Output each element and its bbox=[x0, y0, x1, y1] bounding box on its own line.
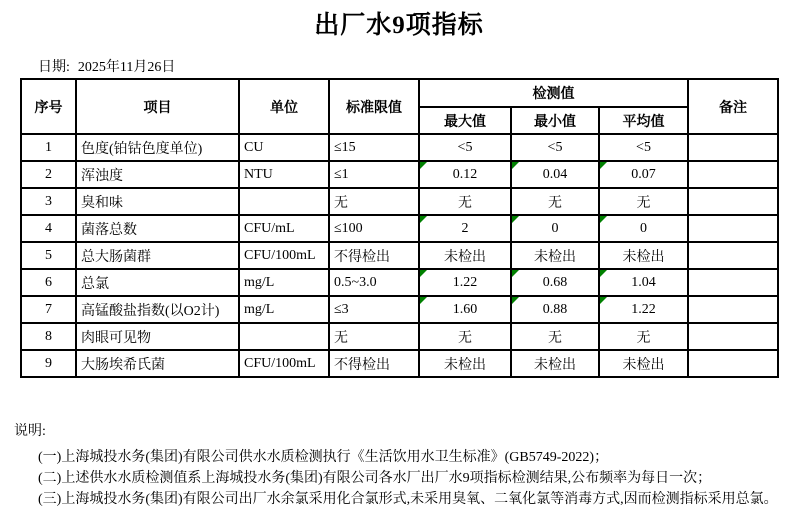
cell-text: 大肠埃希氏菌 bbox=[81, 357, 165, 373]
cell-text: 4 bbox=[45, 220, 52, 236]
cell-max bbox=[419, 161, 511, 188]
col-header-max: 最大值 bbox=[419, 107, 511, 134]
cell-text: 高锰酸盐指数(以O2计) bbox=[81, 303, 220, 319]
col-header-unit: 单位 bbox=[239, 79, 329, 134]
cell-item bbox=[76, 134, 239, 161]
cell-text: CFU/100mL bbox=[244, 355, 316, 371]
cell-text: 未检出 bbox=[622, 357, 665, 373]
col-header-avg: 平均值 bbox=[599, 107, 688, 134]
cell-limit bbox=[329, 242, 419, 269]
cell-limit bbox=[329, 188, 419, 215]
cell-item bbox=[76, 188, 239, 215]
flag-triangle-icon bbox=[512, 297, 519, 304]
cell-text: 3 bbox=[45, 193, 52, 209]
cell-text: 不得检出 bbox=[334, 249, 390, 265]
notes-label: 说明: bbox=[14, 424, 46, 439]
note-item: (三)上海城投水务(集团)有限公司出厂水余氯采用化合氯形式,未采用臭氧、二氧化氯等消毒方式,因而检测指标采用总氯。 bbox=[38, 492, 778, 507]
cell-text: 无 bbox=[334, 330, 348, 346]
col-header-remark: 备注 bbox=[688, 79, 778, 134]
cell-min bbox=[511, 188, 599, 215]
cell-text: CFU/100mL bbox=[244, 247, 316, 263]
cell-seq bbox=[21, 350, 76, 377]
cell-text: 0.07 bbox=[631, 166, 656, 182]
cell-unit bbox=[239, 323, 329, 350]
cell-max bbox=[419, 269, 511, 296]
cell-text: 未检出 bbox=[534, 249, 576, 265]
cell-remark bbox=[688, 296, 778, 323]
cell-text: 6 bbox=[45, 274, 52, 290]
cell-text: 1.22 bbox=[631, 301, 656, 317]
cell-text: 8 bbox=[45, 328, 52, 344]
cell-text: 总大肠菌群 bbox=[81, 249, 151, 265]
cell-text: 无 bbox=[458, 330, 472, 346]
cell-seq bbox=[21, 188, 76, 215]
flag-triangle-icon bbox=[420, 297, 427, 304]
table-row bbox=[21, 296, 778, 323]
cell-text: 5 bbox=[45, 247, 52, 263]
cell-unit bbox=[239, 161, 329, 188]
cell-text: 无 bbox=[636, 330, 651, 346]
cell-item bbox=[76, 161, 239, 188]
cell-text: 0.5~3.0 bbox=[334, 274, 377, 290]
cell-text: 未检出 bbox=[622, 249, 665, 265]
cell-text: 1.22 bbox=[452, 274, 478, 290]
cell-max bbox=[419, 215, 511, 242]
cell-limit bbox=[329, 350, 419, 377]
table-row bbox=[21, 269, 778, 296]
cell-limit bbox=[329, 269, 419, 296]
cell-limit bbox=[329, 323, 419, 350]
cell-text: 7 bbox=[45, 301, 52, 317]
table-header bbox=[21, 79, 778, 134]
cell-min bbox=[511, 269, 599, 296]
cell-text: <5 bbox=[457, 139, 473, 155]
indicators-table bbox=[20, 78, 779, 378]
cell-item bbox=[76, 215, 239, 242]
flag-triangle-icon bbox=[600, 270, 607, 277]
cell-text: 1 bbox=[45, 139, 52, 155]
cell-text: CFU/mL bbox=[244, 220, 295, 236]
cell-avg bbox=[599, 188, 688, 215]
cell-text: 0.88 bbox=[542, 301, 568, 317]
cell-text: NTU bbox=[244, 166, 273, 182]
cell-text: 总氯 bbox=[81, 276, 109, 292]
cell-item bbox=[76, 242, 239, 269]
cell-text: 未检出 bbox=[534, 357, 576, 373]
cell-remark bbox=[688, 215, 778, 242]
table-row bbox=[21, 134, 778, 161]
cell-seq bbox=[21, 161, 76, 188]
table-body bbox=[21, 134, 778, 377]
cell-avg bbox=[599, 242, 688, 269]
cell-limit bbox=[329, 161, 419, 188]
cell-text: 肉眼可见物 bbox=[81, 330, 151, 346]
cell-text: ≤15 bbox=[334, 139, 356, 155]
col-header-item: 项目 bbox=[76, 79, 239, 134]
cell-max bbox=[419, 242, 511, 269]
cell-text: 0.12 bbox=[452, 166, 478, 182]
cell-text: mg/L bbox=[244, 301, 275, 317]
cell-text: 色度(铂钴色度单位) bbox=[81, 141, 203, 157]
cell-unit bbox=[239, 188, 329, 215]
cell-min bbox=[511, 323, 599, 350]
cell-text: 2 bbox=[45, 166, 52, 182]
cell-text: 0 bbox=[640, 220, 647, 236]
cell-text: 臭和味 bbox=[81, 195, 123, 211]
cell-remark bbox=[688, 188, 778, 215]
cell-unit bbox=[239, 269, 329, 296]
flag-triangle-icon bbox=[600, 216, 607, 223]
table-row bbox=[21, 161, 778, 188]
flag-triangle-icon bbox=[512, 162, 519, 169]
table-row bbox=[21, 350, 778, 377]
cell-item bbox=[76, 296, 239, 323]
flag-triangle-icon bbox=[512, 270, 519, 277]
page-title: 出厂水9项指标 bbox=[314, 12, 484, 39]
cell-text: 未检出 bbox=[444, 249, 486, 265]
col-header-detection: 检测值 bbox=[419, 79, 688, 107]
cell-remark bbox=[688, 350, 778, 377]
cell-avg bbox=[599, 269, 688, 296]
cell-text: 无 bbox=[334, 195, 348, 211]
cell-avg bbox=[599, 296, 688, 323]
flag-triangle-icon bbox=[420, 270, 427, 277]
cell-avg bbox=[599, 323, 688, 350]
cell-seq bbox=[21, 296, 76, 323]
cell-max bbox=[419, 350, 511, 377]
date-value: 2025年11月26日 bbox=[77, 60, 176, 75]
flag-triangle-icon bbox=[512, 216, 519, 223]
cell-text: 2 bbox=[461, 220, 469, 236]
cell-limit bbox=[329, 215, 419, 242]
cell-min bbox=[511, 215, 599, 242]
table-row bbox=[21, 215, 778, 242]
cell-text: 浑浊度 bbox=[81, 168, 123, 184]
cell-min bbox=[511, 161, 599, 188]
cell-unit bbox=[239, 296, 329, 323]
cell-text: ≤1 bbox=[334, 166, 349, 182]
cell-seq bbox=[21, 215, 76, 242]
cell-seq bbox=[21, 323, 76, 350]
cell-item bbox=[76, 350, 239, 377]
cell-remark bbox=[688, 134, 778, 161]
cell-unit bbox=[239, 215, 329, 242]
flag-triangle-icon bbox=[600, 297, 607, 304]
cell-max bbox=[419, 323, 511, 350]
cell-text: 无 bbox=[636, 195, 651, 211]
cell-avg bbox=[599, 161, 688, 188]
table-row bbox=[21, 188, 778, 215]
cell-min bbox=[511, 296, 599, 323]
header-row-top bbox=[21, 79, 778, 107]
cell-text: 无 bbox=[458, 195, 472, 211]
report-date bbox=[38, 56, 175, 76]
cell-min bbox=[511, 242, 599, 269]
cell-remark bbox=[688, 323, 778, 350]
table-row bbox=[21, 242, 778, 269]
col-header-limit: 标准限值 bbox=[329, 79, 419, 134]
cell-text: <5 bbox=[547, 139, 563, 155]
cell-text: 0.68 bbox=[542, 274, 568, 290]
cell-item bbox=[76, 269, 239, 296]
date-label: 日期: bbox=[38, 60, 70, 75]
cell-max bbox=[419, 296, 511, 323]
cell-text: 9 bbox=[45, 355, 52, 371]
col-header-min: 最小值 bbox=[511, 107, 599, 134]
cell-text: 1.04 bbox=[631, 274, 656, 290]
cell-text: 1.60 bbox=[452, 301, 478, 317]
flag-triangle-icon bbox=[420, 216, 427, 223]
cell-text: <5 bbox=[636, 139, 651, 155]
cell-text: mg/L bbox=[244, 274, 275, 290]
flag-triangle-icon bbox=[420, 162, 427, 169]
cell-remark bbox=[688, 161, 778, 188]
cell-remark bbox=[688, 269, 778, 296]
cell-max bbox=[419, 134, 511, 161]
cell-unit bbox=[239, 134, 329, 161]
cell-limit bbox=[329, 296, 419, 323]
cell-text: 0 bbox=[551, 220, 559, 236]
cell-max bbox=[419, 188, 511, 215]
flag-triangle-icon bbox=[600, 162, 607, 169]
cell-avg bbox=[599, 215, 688, 242]
cell-text: 未检出 bbox=[444, 357, 486, 373]
cell-seq bbox=[21, 242, 76, 269]
table-row bbox=[21, 323, 778, 350]
cell-text: ≤100 bbox=[334, 220, 363, 236]
cell-text: 菌落总数 bbox=[81, 222, 137, 238]
cell-min bbox=[511, 350, 599, 377]
cell-seq bbox=[21, 134, 76, 161]
cell-unit bbox=[239, 242, 329, 269]
cell-text: ≤3 bbox=[334, 301, 349, 317]
cell-text: 0.04 bbox=[542, 166, 568, 182]
note-item: (二)上述供水水质检测值系上海城投水务(集团)有限公司各水厂出厂水9项指标检测结果,公布频率为每日一次； bbox=[38, 471, 712, 486]
cell-min bbox=[511, 134, 599, 161]
cell-unit bbox=[239, 350, 329, 377]
cell-seq bbox=[21, 269, 76, 296]
cell-item bbox=[76, 323, 239, 350]
note-item: (一)上海城投水务(集团)有限公司供水水质检测执行《生活饮用水卫生标准》(GB5749-2022)； bbox=[38, 450, 609, 465]
cell-avg bbox=[599, 350, 688, 377]
col-header-seq: 序号 bbox=[21, 79, 76, 134]
cell-text: 无 bbox=[548, 330, 562, 346]
cell-limit bbox=[329, 134, 419, 161]
cell-remark bbox=[688, 242, 778, 269]
cell-avg bbox=[599, 134, 688, 161]
cell-text: CU bbox=[244, 139, 264, 155]
cell-text: 不得检出 bbox=[334, 357, 390, 373]
cell-text: 无 bbox=[548, 195, 562, 211]
